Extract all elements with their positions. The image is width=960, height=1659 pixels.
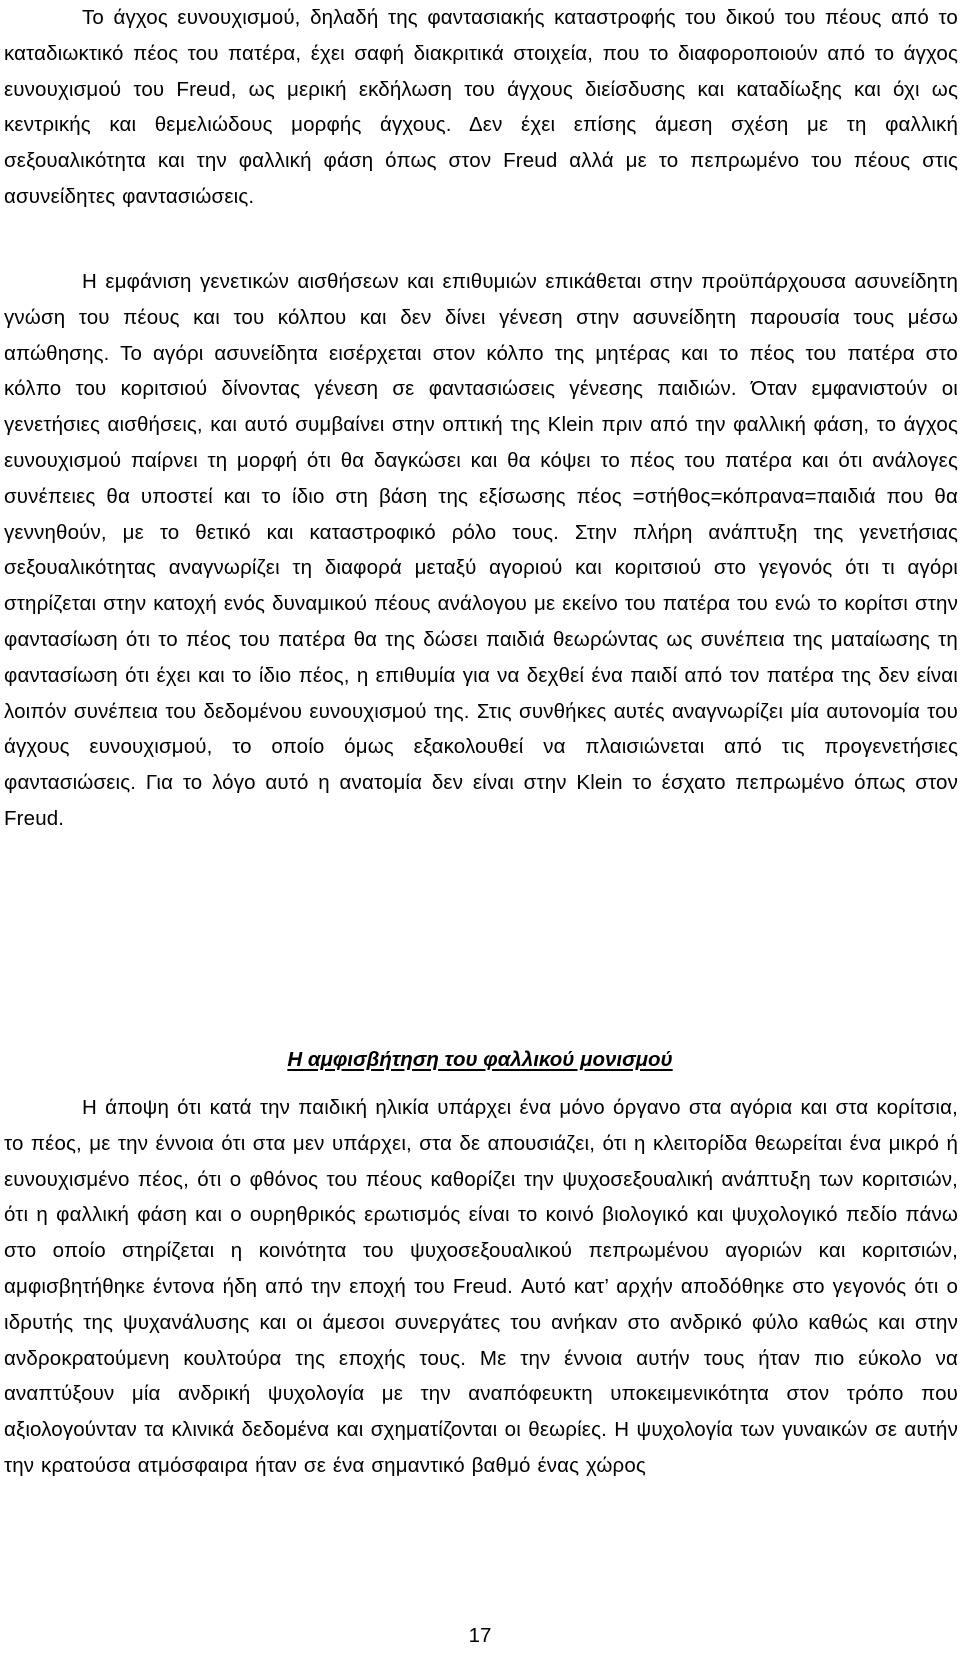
section-heading: Η αμφισβήτηση του φαλλικού μονισμού — [287, 1048, 673, 1071]
paragraph-castration-anxiety: Το άγχος ευνουχισμού, δηλαδή της φαντασιακής καταστροφής του δικού του πέους από το καταδιωκτικό πέος του πατέρα, έχει σαφή διακριτικά στοιχεία, που το διαφοροποιούν από το άγχος ευνουχισμού του Freud, ως μερική εκδήλωση του άγχους διείσδυσης και καταδίωξης και όχι ως κεντρικής και θεμελιώδους μορφής άγχους. Δεν έχει επίσης άμεση σχέση με τη φαλλική σεξουαλικότητα και την φαλλική φάση όπως στον Freud αλλά με το πεπρωμένο του πέους στις ασυνείδητες φαντασιώσεις. — [4, 6, 958, 208]
body-text-block — [4, 1090, 958, 1484]
paragraph-genital-sensations: Η εμφάνιση γενετικών αισθήσεων και επιθυμιών επικάθεται στην προϋπάρχουσα ασυνείδητη γνώση του πέους και του κόλπου και δεν δίνει γένεση στην ασυνείδητη παρουσία τους μέσω απώθησης. Το αγόρι ασυνείδητα εισέρχεται στον κόλπο της μητέρας και το πέος του πατέρα στο κόλπο του κοριτσιού δίνοντας γένεση σε φαντασιώσεις γένεσης παιδιών. Όταν εμφανιστούν οι γενετήσιες αισθήσεις, και αυτό συμβαίνει στην οπτική της Klein πριν από την φαλλική φάση, το άγχος ευνουχισμού παίρνει τη μορφή ότι θα δαγκώσει και θα κόψει το πέος του πατέρα και ότι ανάλογες συνέπειες θα υποστεί και το ίδιο στη βάση της εξίσωσης πέος =στήθος=κόπρανα=παιδιά που θα γεννηθούν, με το θετικό και καταστροφικό ρόλο τους. Στην πλήρη ανάπτυξη της γενετήσιας σεξουαλικότητας αναγνωρίζει τη διαφορά μεταξύ αγοριού και κοριτσιού στο γεγονός ότι τι αγόρι στηρίζεται στην κατοχή ενός δυναμικού πέους ανάλογου με εκείνο του πατέρα του ενώ το κορίτσι στην φαντασίωση ότι το πέος του πατέρα θα της δώσει παιδιά θεωρώντας ως συνέπεια της ματαίωσης τη φαντασίωση ότι έχει και το ίδιο πέος, η επιθυμία για να δεχθεί ένα παιδί από τον πατέρα της δεν είναι λοιπόν συνέπεια του δεδομένου ευνουχισμού της. Στις συνθήκες αυτές αναγνωρίζει μία αυτονομία του άγχους ευνουχισμού, το οποίο όμως εξακολουθεί να πλαισιώνεται από τις προγενετήσιες φαντασιώσεις. Για το λόγο αυτό η ανατομία δεν είναι στην Klein το έσχατο πεπρωμένο όπως στον Freud. — [4, 270, 958, 830]
body-text-block — [4, 0, 958, 215]
page-number: 17 — [468, 1624, 492, 1647]
body-text-block — [4, 264, 958, 837]
paragraph-phallic-monism: Η άποψη ότι κατά την παιδική ηλικία υπάρχει ένα μόνο όργανο στα αγόρια και στα κορίτσια, το πέος, με την έννοια ότι στα μεν υπάρχει, στα δε απουσιάζει, ότι η κλειτορίδα θεωρείται ένα μικρό ή ευνουχισμένο πέος, ότι ο φθόνος του πέους καθορίζει την ψυχοσεξουαλική ανάπτυξη των κοριτσιών, ότι η φαλλική φάση και ο ουρηθρικός ερωτισμός είναι το κοινό βιολογικό και ψυχολογικό πεδίο πάνω στο οποίο στηρίζεται η κοινότητα του ψυχοσεξουαλικού πεπρωμένου αγοριών και κοριτσιών, αμφισβητήθηκε έντονα ήδη από την εποχή του Freud. Αυτό κατ’ αρχήν αποδόθηκε στο γεγονός ότι ο ιδρυτής της ψυχανάλυσης και οι άμεσοι συνεργάτες του ανήκαν στο ανδρικό φύλο καθώς και στην ανδροκρατούμενη κουλτούρα της εποχής τους. Με την έννοια αυτήν τους ήταν πιο εύκολο να αναπτύξουν μία ανδρική ψυχολογία με την αναπόφευκτη υποκειμενικότητα στον τρόπο που αξιολογούνταν τα κλινικά δεδομένα και σχηματίζονται οι θεωρίες. Η ψυχολογία των γυναικών σε αυτήν την κρατούσα ατμόσφαιρα ήταν σε ένα σημαντικό βαθμό ένας χώρος — [4, 1096, 958, 1477]
